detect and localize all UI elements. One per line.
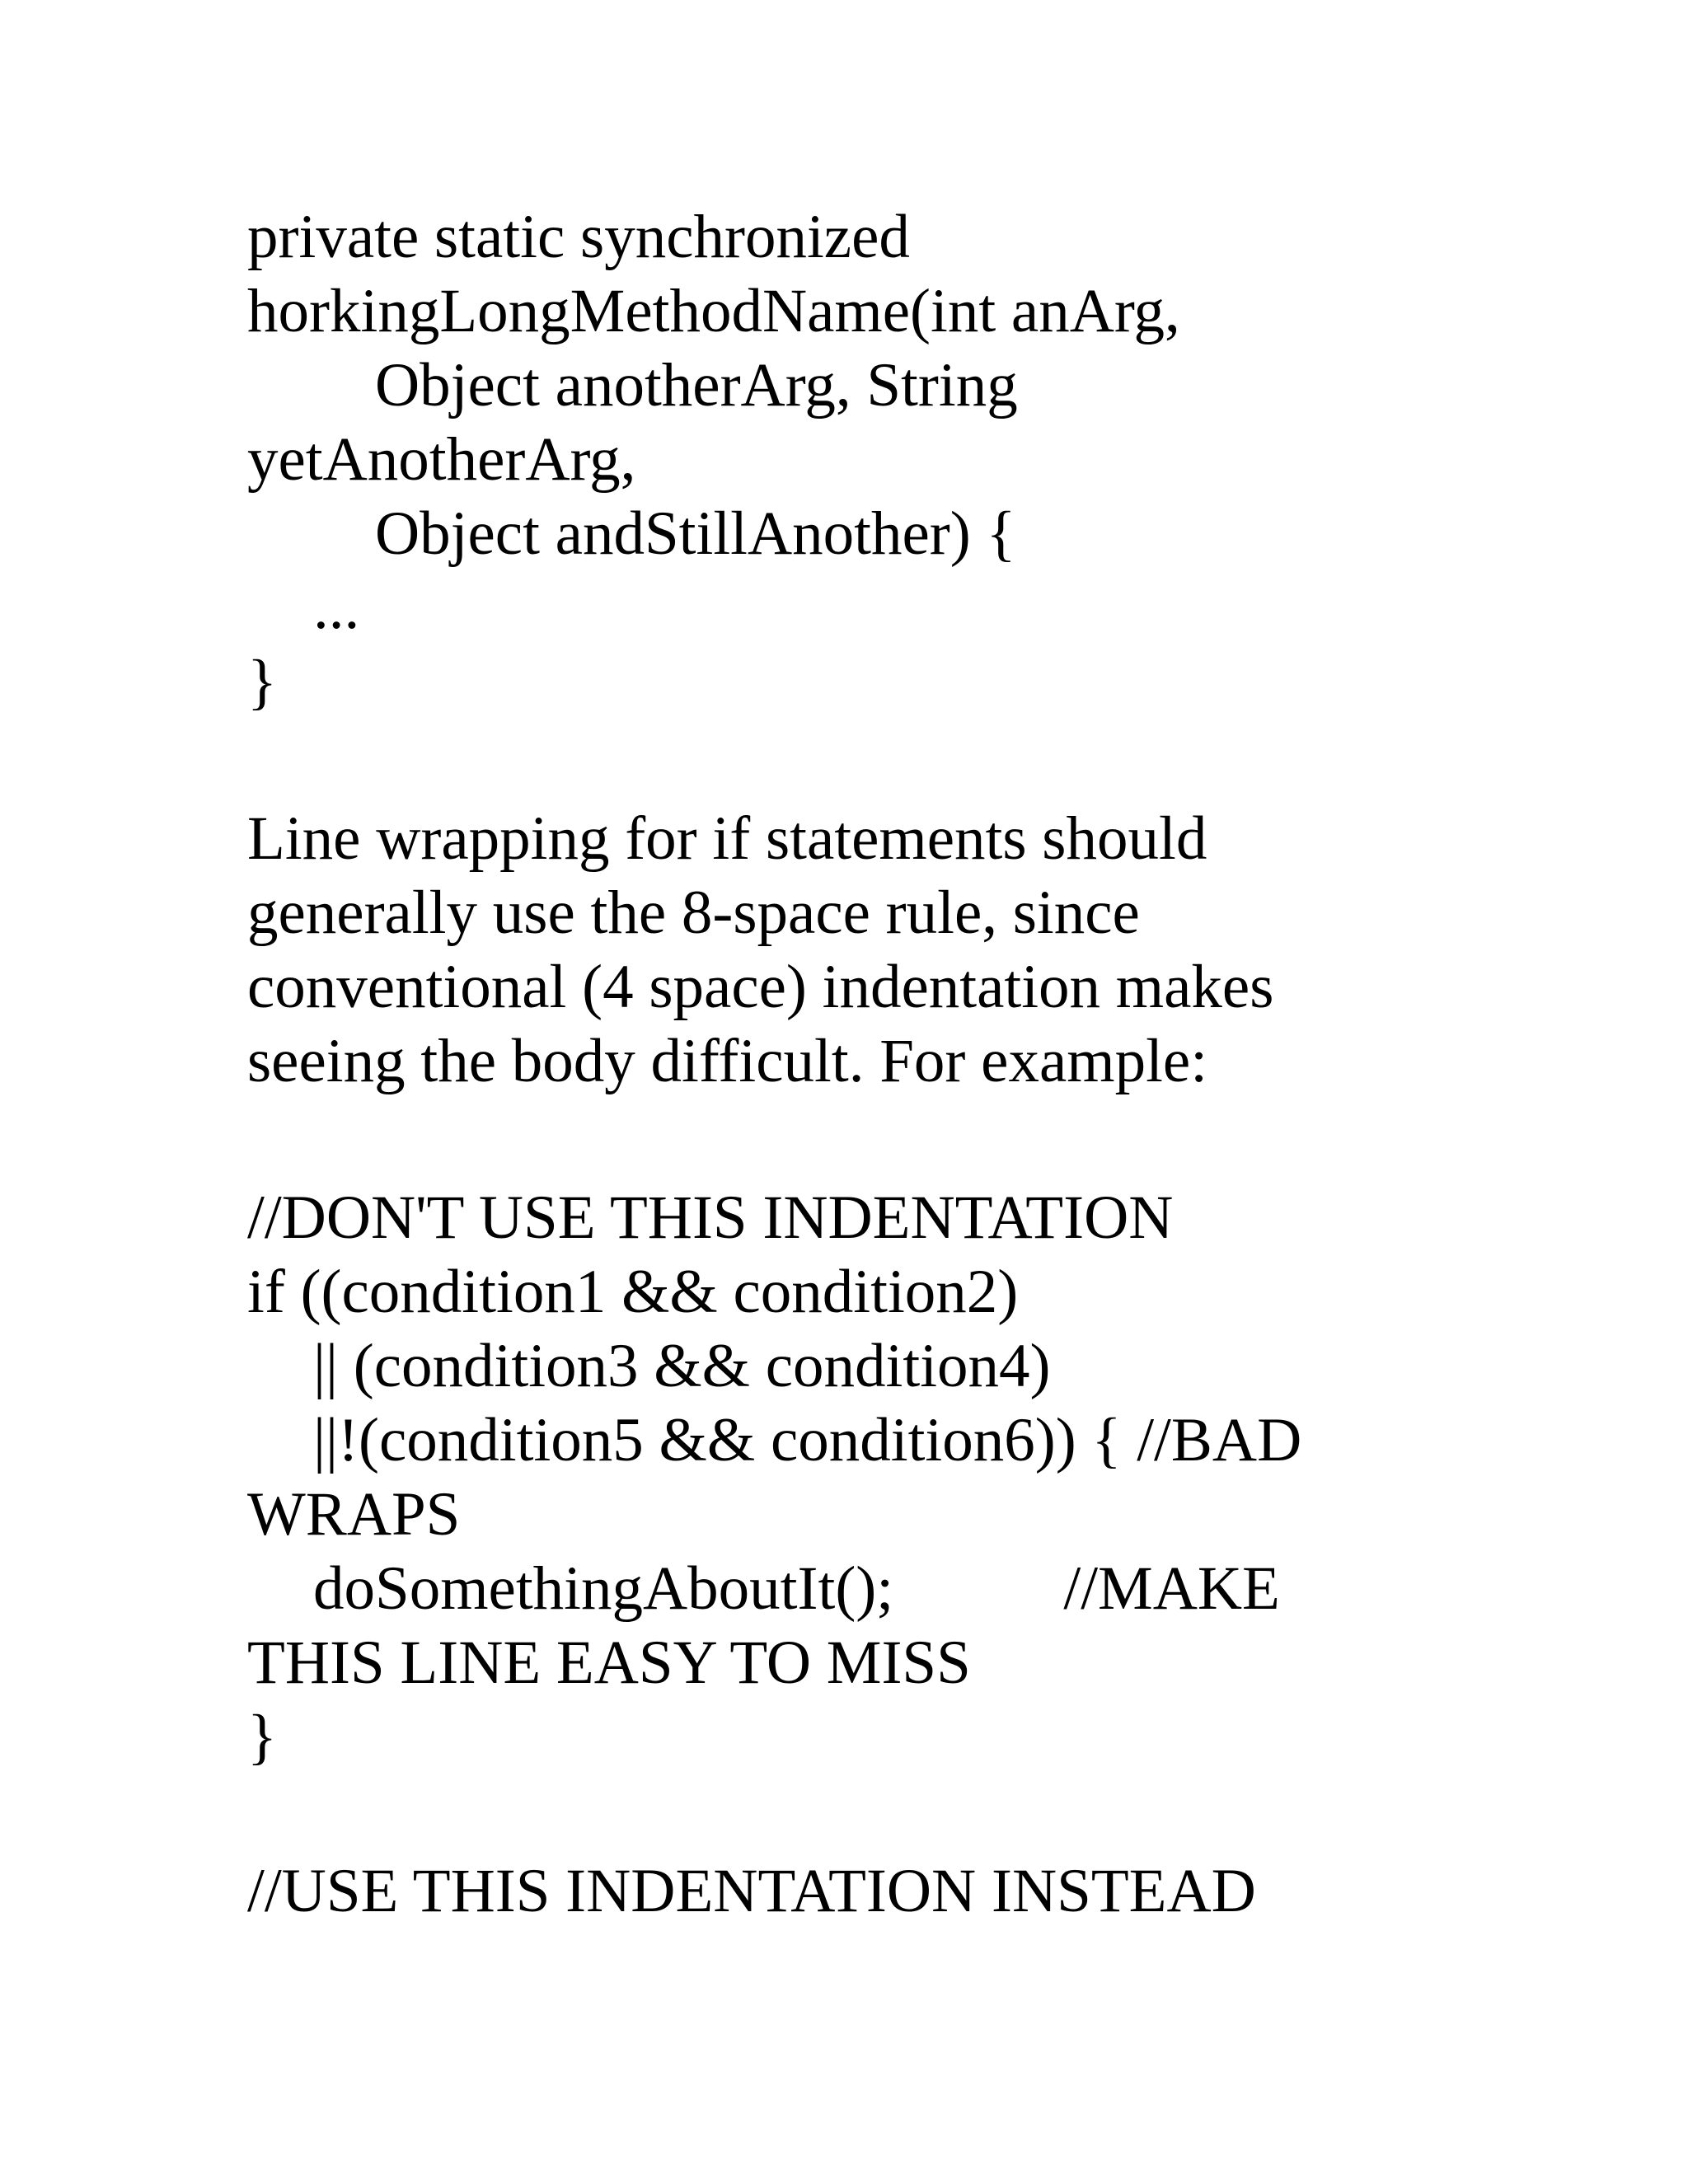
code-line: if ((condition1 && condition2) [247,1258,1019,1326]
code-line: Object andStillAnother) { [375,499,1016,568]
code-line: ||!(condition5 && condition6)) { //BAD [313,1406,1302,1474]
code-line: yetAnotherArg, [247,425,636,494]
code-line: } [247,1703,277,1771]
code-line: private static synchronized [247,203,910,271]
code-line: THIS LINE EASY TO MISS [247,1629,971,1697]
code-line: } [247,648,277,716]
code-line: Object anotherArg, String [375,351,1018,419]
code-line: WRAPS [247,1480,461,1549]
paragraph-line: conventional (4 space) indentation makes [247,953,1274,1021]
paragraph-line: Line wrapping for if statements should [247,804,1207,873]
code-line: horkingLongMethodName(int anArg, [247,277,1180,345]
code-line: || (condition3 && condition4) [313,1332,1051,1400]
code-line: //USE THIS INDENTATION INSTEAD [247,1857,1256,1925]
code-line: ... [313,574,360,642]
paragraph-line: seeing the body difficult. For example: [247,1027,1208,1095]
code-line: doSomethingAboutIt(); //MAKE [313,1554,1280,1623]
paragraph-line: generally use the 8-space rule, since [247,879,1140,947]
code-line: //DON'T USE THIS INDENTATION [247,1183,1174,1252]
